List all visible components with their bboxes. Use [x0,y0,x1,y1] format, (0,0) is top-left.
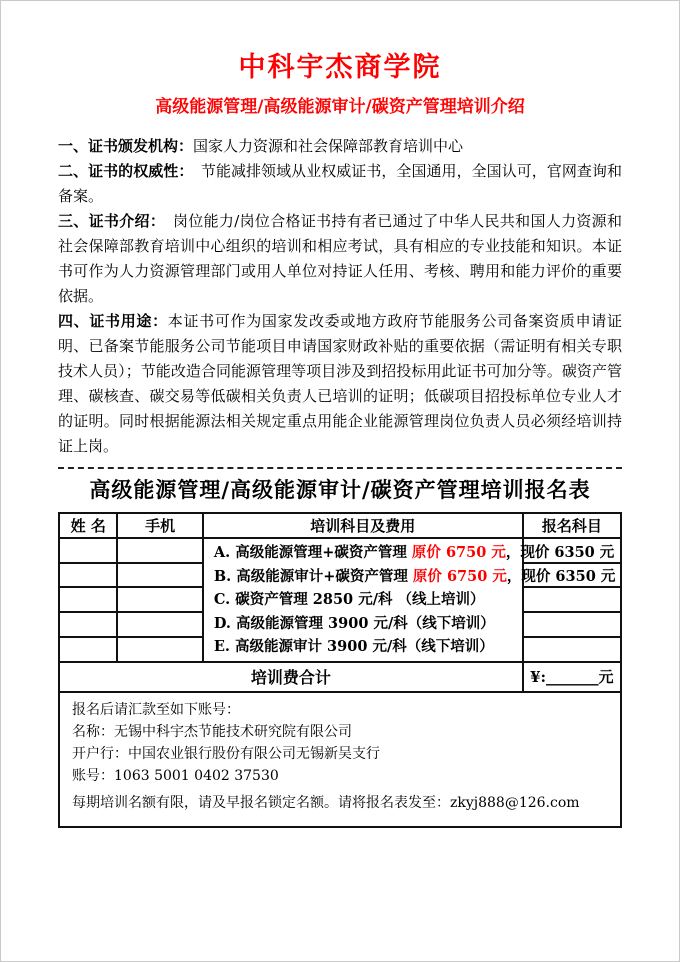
table-row [59,538,621,563]
course-option-b: B. 高级能源审计+碳资产管理 原价 6750 元，现价 6350 元 [213,567,616,585]
page-subtitle: 高级能源管理/高级能源审计/碳资产管理培训介绍 [155,97,525,117]
section-introduction-label: 三、证书介绍： [58,212,158,230]
name-input-cell[interactable] [59,563,117,588]
course-option-e: E. 高级能源审计 3900 元/科（线下培训） [213,638,494,655]
page-title: 中科宇杰商学院 [238,52,442,83]
col-header-name: 姓 名 [59,513,117,538]
section-authority-text: 节能减排领域从业权威证书，全国通用，全国认可，官网查询和备案。 [58,162,622,205]
section-issuer-text: 国家人力资源和社会保障部教育培训中心 [193,137,464,155]
course-option-d: D. 高级能源管理 3900 元/科（线下培训） [213,614,495,632]
phone-input-cell[interactable] [117,612,202,637]
name-input-cell[interactable] [59,538,117,563]
original-price-red: 原价 6750 元 [411,544,506,561]
total-row [59,662,621,692]
payment-info-cell [59,692,621,827]
section-usage [58,309,622,459]
section-issuer [58,134,622,159]
original-price-red: 原价 6750 元 [412,567,507,585]
name-input-cell[interactable] [59,612,117,637]
total-fee-label: 培训费合计 [59,662,523,692]
phone-input-cell[interactable] [117,587,202,612]
phone-input-cell[interactable] [117,563,202,588]
payment-bank: 开户行：中国农业银行股份有限公司无锡新吴支行 [72,745,380,762]
col-header-course: 培训科目及费用 [203,513,523,538]
table-header-row [59,513,621,538]
total-fee-input-cell[interactable]: ¥:_______元 [523,662,621,692]
section-authority-label: 二、证书的权威性： [58,162,186,180]
payment-account-name: 名称：无锡中科宇杰节能技术研究院有限公司 [72,723,352,740]
registration-table [58,512,622,828]
phone-input-cell[interactable] [117,637,202,662]
dashed-divider [58,467,622,469]
payment-intro: 报名后请汇款至如下账号： [72,701,240,718]
phone-input-cell[interactable] [117,538,202,563]
col-header-enroll: 报名科目 [523,513,621,538]
intro-sections [58,134,622,459]
section-usage-label: 四、证书用途： [58,312,168,330]
course-options-cell [203,538,616,662]
section-issuer-label: 一、证书颁发机构： [58,137,194,155]
form-title: 高级能源管理/高级能源审计/碳资产管理培训报名表 [89,477,591,502]
enroll-input-cell[interactable] [523,612,621,637]
signup-note: 每期培训名额有限，请及早报名锁定名额。请将报名表发至：zkyj888@126.com [72,794,580,811]
payment-account-number: 账号：1063 5001 0402 37530 [72,767,279,784]
enroll-input-cell[interactable] [523,637,621,662]
section-introduction-text: 岗位能力/岗位合格证书持有者已通过了中华人民共和国人力资源和社会保障部教育培训中心组织的培训和相应考试，具有相应的专业技能和知识。本证书可作为人力资源管理部门或用人单位对持证人任用、考核、聘用和能力评价的重要依据。 [58,212,622,305]
course-option-a: A. 高级能源管理+碳资产管理 原价 6750 元，现价 6350 元 [213,544,615,561]
name-input-cell[interactable] [59,637,117,662]
section-usage-text: 本证书可作为国家发改委或地方政府节能服务公司备案资质申请证明、已备案节能服务公司节能项目申请国家财政补贴的重要依据（需证明有相关专职技术人员）；节能改造合同能源管理等项目涉及到招投标用此证书可加分等。碳资产管理、碳核查、碳交易等低碳相关负责人已培训的证明；低碳项目招投标单位专业人才的证明。同时根据能源法相关规定重点用能企业能源管理岗位负责人员必须经培训持证上岗。 [58,312,622,455]
section-authority [58,159,622,209]
section-introduction [58,209,622,309]
col-header-phone: 手机 [117,513,202,538]
course-option-c: C. 碳资产管理 2850 元/科 （线上培训） [213,591,485,608]
enroll-input-cell[interactable] [523,587,621,612]
name-input-cell[interactable] [59,587,117,612]
payment-row [59,692,621,827]
